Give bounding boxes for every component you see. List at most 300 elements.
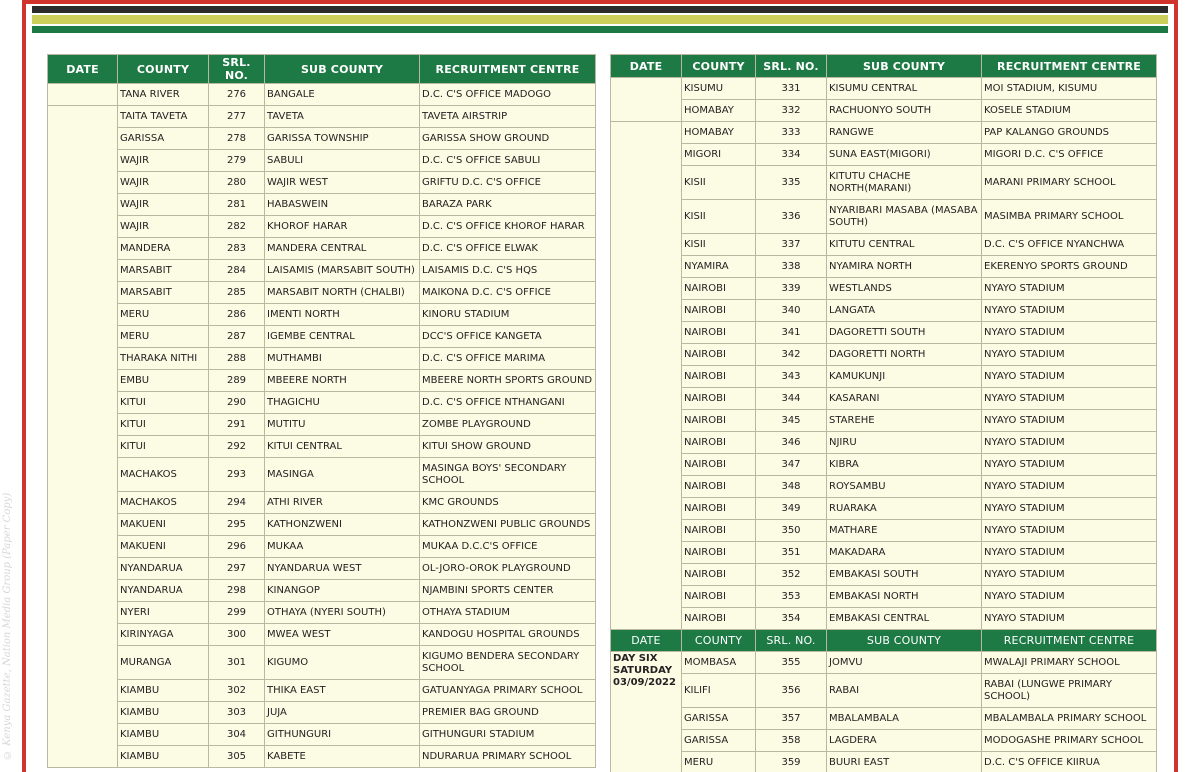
county-cell: NAIROBI [682, 322, 756, 344]
table-row [611, 730, 1157, 752]
recruitment-centre-cell: TAVETA AIRSTRIP [420, 106, 596, 128]
county-cell: TAITA TAVETA [118, 106, 209, 128]
table-header-row [611, 55, 1157, 78]
table-row [48, 536, 596, 558]
sub-county-cell: MASINGA [265, 458, 420, 492]
sub-county-cell: RABAI [827, 674, 982, 708]
recruitment-centre-cell: NYAYO STADIUM [982, 278, 1157, 300]
sub-county-cell: RACHUONYO SOUTH [827, 100, 982, 122]
sub-county-cell: MAKADARA [827, 542, 982, 564]
recruitment-centre-cell: LAISAMIS D.C. C'S HQS [420, 260, 596, 282]
red-border-top [22, 0, 1178, 4]
srl-no-cell: 280 [209, 172, 265, 194]
recruitment-centre-cell: MASINGA BOYS' SECONDARY SCHOOL [420, 458, 596, 492]
table-row [611, 256, 1157, 278]
srl-no-cell: 303 [209, 702, 265, 724]
table-row [611, 234, 1157, 256]
recruitment-centre-cell: OL-JORO-OROK PLAYGROUND [420, 558, 596, 580]
county-cell: MARSABIT [118, 260, 209, 282]
county-cell: KITUI [118, 392, 209, 414]
county-cell: KITUI [118, 436, 209, 458]
sub-county-cell: RUARAKA [827, 498, 982, 520]
sub-county-cell: DAGORETTI NORTH [827, 344, 982, 366]
county-cell: KISII [682, 234, 756, 256]
table-row [611, 652, 1157, 674]
table-row [48, 216, 596, 238]
county-cell: MIGORI [682, 144, 756, 166]
county-cell: KILIFI [682, 674, 756, 708]
recruitment-centre-cell: MIGORI D.C. C'S OFFICE [982, 144, 1157, 166]
srl-no-cell: 343 [756, 366, 827, 388]
recruitment-centre-cell: D.C. C'S OFFICE KIIRUA [982, 752, 1157, 772]
county-cell: NAIROBI [682, 278, 756, 300]
table-row [611, 366, 1157, 388]
county-cell: GARISSA [118, 128, 209, 150]
recruitment-centre-cell: D.C. C'S OFFICE MADOGO [420, 84, 596, 106]
sub-county-cell: MBALAMBALA [827, 708, 982, 730]
srl-no-cell: 359 [756, 752, 827, 772]
table-row [611, 708, 1157, 730]
date-cell [611, 122, 682, 630]
sub-county-cell: ATHI RIVER [265, 492, 420, 514]
recruitment-centre-cell: BARAZA PARK [420, 194, 596, 216]
sub-county-cell: EMBAKASI CENTRAL [827, 608, 982, 630]
sub-county-cell: THIKA EAST [265, 680, 420, 702]
table-row [48, 492, 596, 514]
table-row [611, 300, 1157, 322]
county-cell: HOMABAY [682, 122, 756, 144]
recruitment-centre-cell: ZOMBE PLAYGROUND [420, 414, 596, 436]
srl-no-cell: 300 [209, 624, 265, 646]
srl-no-cell: 341 [756, 322, 827, 344]
header-recruitment-centre: RECRUITMENT CENTRE [982, 55, 1157, 78]
county-cell: NYANDARUA [118, 580, 209, 602]
recruitment-centre-cell: KMC GROUNDS [420, 492, 596, 514]
county-cell: NAIROBI [682, 542, 756, 564]
sub-county-cell: NJIRU [827, 432, 982, 454]
recruitment-centre-cell: OTHAYA STADIUM [420, 602, 596, 624]
recruitment-centre-cell: NYAYO STADIUM [982, 586, 1157, 608]
recruitment-centre-cell: NYAYO STADIUM [982, 432, 1157, 454]
recruitment-centre-cell: MBEERE NORTH SPORTS GROUND [420, 370, 596, 392]
srl-no-cell: 296 [209, 536, 265, 558]
sub-county-cell: GARISSA TOWNSHIP [265, 128, 420, 150]
table-row [48, 624, 596, 646]
county-cell: KISUMU [682, 78, 756, 100]
srl-no-cell: 357 [756, 708, 827, 730]
srl-no-cell: 282 [209, 216, 265, 238]
recruitment-centre-cell: NDURARUA PRIMARY SCHOOL [420, 746, 596, 768]
table-row [611, 564, 1157, 586]
recruitment-table-right [610, 54, 1157, 772]
sub-county-cell: ROYSAMBU [827, 476, 982, 498]
county-cell: MURANGA [118, 646, 209, 680]
srl-no-cell: 335 [756, 166, 827, 200]
header-recruitment-centre: RECRUITMENT CENTRE [420, 55, 596, 84]
table-row [48, 602, 596, 624]
table-row [48, 128, 596, 150]
sub-county-cell: KATHONZWENI [265, 514, 420, 536]
county-cell: WAJIR [118, 216, 209, 238]
header-band-green [32, 26, 1168, 33]
county-cell: KITUI [118, 414, 209, 436]
sub-county-cell: SUNA EAST(MIGORI) [827, 144, 982, 166]
table-row [48, 724, 596, 746]
county-cell: NAIROBI [682, 586, 756, 608]
table-header-row [48, 55, 596, 84]
recruitment-centre-cell: MASIMBA PRIMARY SCHOOL [982, 200, 1157, 234]
table-row [48, 514, 596, 536]
recruitment-centre-cell: NYAYO STADIUM [982, 388, 1157, 410]
srl-no-cell: 298 [209, 580, 265, 602]
county-cell: NAIROBI [682, 388, 756, 410]
table-row [611, 542, 1157, 564]
recruitment-centre-cell: NYAYO STADIUM [982, 476, 1157, 498]
table-row [48, 172, 596, 194]
sub-county-cell: JUJA [265, 702, 420, 724]
date-line: DAY SIX [613, 653, 658, 664]
recruitment-centre-cell: NYAYO STADIUM [982, 564, 1157, 586]
sub-county-cell: MANDERA CENTRAL [265, 238, 420, 260]
table-row [611, 100, 1157, 122]
header-sub-county: SUB COUNTY [827, 55, 982, 78]
table-row [48, 150, 596, 172]
recruitment-centre-cell: GATUANYAGA PRIMARY SCHOOL [420, 680, 596, 702]
recruitment-table-left [47, 54, 596, 768]
recruitment-centre-cell: D.C. C'S OFFICE SABULI [420, 150, 596, 172]
header-county: COUNTY [118, 55, 209, 84]
recruitment-centre-cell: RABAI (LUNGWE PRIMARY SCHOOL) [982, 674, 1157, 708]
recruitment-centre-cell: NYAYO STADIUM [982, 520, 1157, 542]
county-cell: MERU [118, 326, 209, 348]
srl-no-cell: 302 [209, 680, 265, 702]
table-row [611, 674, 1157, 708]
recruitment-centre-cell: KITUI SHOW GROUND [420, 436, 596, 458]
county-cell: NAIROBI [682, 454, 756, 476]
srl-no-cell: 344 [756, 388, 827, 410]
county-cell: KIRINYAGA [118, 624, 209, 646]
table-row [48, 580, 596, 602]
table-row [611, 322, 1157, 344]
sub-county-cell: WAJIR WEST [265, 172, 420, 194]
srl-no-cell: 352 [756, 564, 827, 586]
sub-county-cell: NYAMIRA NORTH [827, 256, 982, 278]
sub-county-cell: MBEERE NORTH [265, 370, 420, 392]
srl-no-cell: 331 [756, 78, 827, 100]
county-cell: WAJIR [118, 150, 209, 172]
sub-county-cell: OTHAYA (NYERI SOUTH) [265, 602, 420, 624]
table-row [48, 746, 596, 768]
srl-no-cell: 293 [209, 458, 265, 492]
county-cell: NAIROBI [682, 608, 756, 630]
sub-county-cell: STAREHE [827, 410, 982, 432]
county-cell: KIAMBU [118, 702, 209, 724]
srl-no-cell: 355 [756, 652, 827, 674]
sub-county-cell: IGEMBE CENTRAL [265, 326, 420, 348]
recruitment-centre-cell: D.C. C'S OFFICE NTHANGANI [420, 392, 596, 414]
sub-county-cell: MWEA WEST [265, 624, 420, 646]
table-row [48, 436, 596, 458]
srl-no-cell: 278 [209, 128, 265, 150]
table-row [611, 498, 1157, 520]
recruitment-centre-cell: MUKAA D.C.C'S OFFICE [420, 536, 596, 558]
recruitment-centre-cell: MODOGASHE PRIMARY SCHOOL [982, 730, 1157, 752]
recruitment-centre-cell: GRIFTU D.C. C'S OFFICE [420, 172, 596, 194]
header-srl-no: SRL. NO. [756, 630, 827, 652]
srl-no-cell: 284 [209, 260, 265, 282]
sub-county-cell: KASARANI [827, 388, 982, 410]
county-cell: MERU [682, 752, 756, 772]
recruitment-centre-cell: PREMIER BAG GROUND [420, 702, 596, 724]
srl-no-cell: 345 [756, 410, 827, 432]
date-cell [48, 106, 118, 768]
recruitment-centre-cell: NYAYO STADIUM [982, 300, 1157, 322]
srl-no-cell: 276 [209, 84, 265, 106]
table-row [48, 282, 596, 304]
sub-county-cell: KAMUKUNJI [827, 366, 982, 388]
sub-county-cell: GITHUNGURI [265, 724, 420, 746]
srl-no-cell: 283 [209, 238, 265, 260]
sub-county-cell: MARSABIT NORTH (CHALBI) [265, 282, 420, 304]
recruitment-centre-cell: KINORU STADIUM [420, 304, 596, 326]
srl-no-cell: 287 [209, 326, 265, 348]
county-cell: GARISSA [682, 730, 756, 752]
header-county: COUNTY [682, 630, 756, 652]
watermark-text: © Kenya Gazette, Nation Media Group (Paper Copy) [2, 492, 13, 760]
red-border-left [22, 0, 26, 772]
county-cell: NAIROBI [682, 344, 756, 366]
table-row [48, 370, 596, 392]
srl-no-cell: 277 [209, 106, 265, 128]
srl-no-cell: 334 [756, 144, 827, 166]
srl-no-cell: 304 [209, 724, 265, 746]
sub-county-cell: BANGALE [265, 84, 420, 106]
table-row [48, 392, 596, 414]
recruitment-centre-cell: KANDOGU HOSPITAL GROUNDS [420, 624, 596, 646]
srl-no-cell: 285 [209, 282, 265, 304]
date-cell-day-six [611, 652, 682, 772]
srl-no-cell: 342 [756, 344, 827, 366]
recruitment-centre-cell: D.C. C'S OFFICE NYANCHWA [982, 234, 1157, 256]
header-srl-no: SRL. NO. [209, 55, 265, 84]
table-row [611, 166, 1157, 200]
table-row [611, 476, 1157, 498]
srl-no-cell: 286 [209, 304, 265, 326]
county-cell: KISII [682, 166, 756, 200]
srl-no-cell: 295 [209, 514, 265, 536]
recruitment-centre-cell: D.C. C'S OFFICE ELWAK [420, 238, 596, 260]
srl-no-cell: 305 [209, 746, 265, 768]
header-date: DATE [611, 630, 682, 652]
county-cell: WAJIR [118, 194, 209, 216]
recruitment-centre-cell: NYAYO STADIUM [982, 322, 1157, 344]
recruitment-centre-cell: KATHONZWENI PUBLIC GROUNDS [420, 514, 596, 536]
srl-no-cell: 338 [756, 256, 827, 278]
srl-no-cell: 291 [209, 414, 265, 436]
header-county: COUNTY [682, 55, 756, 78]
srl-no-cell: 290 [209, 392, 265, 414]
table-row [611, 388, 1157, 410]
srl-no-cell: 358 [756, 730, 827, 752]
recruitment-centre-cell: NYAYO STADIUM [982, 454, 1157, 476]
sub-county-cell: LAISAMIS (MARSABIT SOUTH) [265, 260, 420, 282]
sub-county-cell: NYANDARUA WEST [265, 558, 420, 580]
county-cell: NYERI [118, 602, 209, 624]
srl-no-cell: 333 [756, 122, 827, 144]
sub-county-cell: SABULI [265, 150, 420, 172]
srl-no-cell: 349 [756, 498, 827, 520]
county-cell: EMBU [118, 370, 209, 392]
srl-no-cell: 337 [756, 234, 827, 256]
srl-no-cell: 301 [209, 646, 265, 680]
srl-no-cell: 336 [756, 200, 827, 234]
srl-no-cell: 347 [756, 454, 827, 476]
recruitment-centre-cell: NYAYO STADIUM [982, 608, 1157, 630]
recruitment-centre-cell: NYAYO STADIUM [982, 366, 1157, 388]
recruitment-centre-cell: GARISSA SHOW GROUND [420, 128, 596, 150]
sub-county-cell: THAGICHU [265, 392, 420, 414]
recruitment-centre-cell: MWALAJI PRIMARY SCHOOL [982, 652, 1157, 674]
county-cell: NAIROBI [682, 476, 756, 498]
header-sub-county: SUB COUNTY [265, 55, 420, 84]
sub-county-cell: IMENTI NORTH [265, 304, 420, 326]
date-line: SATURDAY [613, 665, 673, 676]
table-row [48, 84, 596, 106]
sub-county-cell: MUKAA [265, 536, 420, 558]
county-cell: NAIROBI [682, 520, 756, 542]
county-cell: KIAMBU [118, 724, 209, 746]
recruitment-centre-cell: KOSELE STADIUM [982, 100, 1157, 122]
table-row [611, 432, 1157, 454]
date-cell [48, 84, 118, 106]
red-border-right [1174, 0, 1178, 772]
sub-county-cell: NYARIBARI MASABA (MASABA SOUTH) [827, 200, 982, 234]
county-cell: NAIROBI [682, 432, 756, 454]
recruitment-centre-cell: D.C. C'S OFFICE KHOROF HARAR [420, 216, 596, 238]
table-row [611, 608, 1157, 630]
table-row [48, 260, 596, 282]
county-cell: NAIROBI [682, 300, 756, 322]
srl-no-cell: 288 [209, 348, 265, 370]
sub-county-cell: DAGORETTI SOUTH [827, 322, 982, 344]
county-cell: THARAKA NITHI [118, 348, 209, 370]
sub-county-cell: KIBRA [827, 454, 982, 476]
county-cell: NYAMIRA [682, 256, 756, 278]
sub-county-cell: LANGATA [827, 300, 982, 322]
table-row [611, 344, 1157, 366]
county-cell: MACHAKOS [118, 492, 209, 514]
recruitment-centre-cell: GITHUNGURI STADIUM [420, 724, 596, 746]
sub-county-cell: KHOROF HARAR [265, 216, 420, 238]
recruitment-centre-cell: NYAYO STADIUM [982, 498, 1157, 520]
recruitment-centre-cell: DCC'S OFFICE KANGETA [420, 326, 596, 348]
table-row [48, 702, 596, 724]
table-row [48, 194, 596, 216]
county-cell: MARSABIT [118, 282, 209, 304]
sub-county-cell: RANGWE [827, 122, 982, 144]
header-date: DATE [48, 55, 118, 84]
sub-county-cell: JOMVU [827, 652, 982, 674]
table-row [48, 304, 596, 326]
sub-county-cell: HABASWEIN [265, 194, 420, 216]
table-row [48, 414, 596, 436]
county-cell: NAIROBI [682, 498, 756, 520]
srl-no-cell: 332 [756, 100, 827, 122]
srl-no-cell: 353 [756, 586, 827, 608]
sub-county-cell: KITUI CENTRAL [265, 436, 420, 458]
table-row [611, 586, 1157, 608]
sub-county-cell: WESTLANDS [827, 278, 982, 300]
header-band-dark [32, 6, 1168, 13]
recruitment-centre-cell: NYAYO STADIUM [982, 410, 1157, 432]
recruitment-centre-cell: NJAMBINI SPORTS CENTER [420, 580, 596, 602]
table-body-left [48, 84, 596, 768]
table-row [611, 78, 1157, 100]
srl-no-cell: 297 [209, 558, 265, 580]
srl-no-cell: 346 [756, 432, 827, 454]
county-cell: MANDERA [118, 238, 209, 260]
srl-no-cell: 294 [209, 492, 265, 514]
srl-no-cell: 279 [209, 150, 265, 172]
srl-no-cell: 350 [756, 520, 827, 542]
table-row [611, 122, 1157, 144]
table-row [611, 144, 1157, 166]
header-band-yellow [32, 15, 1168, 24]
table-row [48, 326, 596, 348]
srl-no-cell: 340 [756, 300, 827, 322]
table-row [48, 680, 596, 702]
sub-county-cell: EMBAKASI SOUTH [827, 564, 982, 586]
county-cell: KISII [682, 200, 756, 234]
table-row [48, 458, 596, 492]
county-cell: MERU [118, 304, 209, 326]
header-date: DATE [611, 55, 682, 78]
header-srl-no: SRL. NO. [756, 55, 827, 78]
table-row [611, 454, 1157, 476]
county-cell: MOMBASA [682, 652, 756, 674]
table-row [48, 106, 596, 128]
sub-county-cell: KISUMU CENTRAL [827, 78, 982, 100]
table-body-right [611, 78, 1157, 772]
county-cell: NYANDARUA [118, 558, 209, 580]
srl-no-cell: 299 [209, 602, 265, 624]
sub-county-cell: KIGUMO [265, 646, 420, 680]
table-row [48, 558, 596, 580]
recruitment-centre-cell: MOI STADIUM, KISUMU [982, 78, 1157, 100]
table-row [48, 238, 596, 260]
date-line: 03/09/2022 [613, 677, 676, 688]
srl-no-cell: 289 [209, 370, 265, 392]
sub-county-cell: TAVETA [265, 106, 420, 128]
srl-no-cell: 351 [756, 542, 827, 564]
recruitment-centre-cell: MAIKONA D.C. C'S OFFICE [420, 282, 596, 304]
recruitment-centre-cell: NYAYO STADIUM [982, 542, 1157, 564]
recruitment-centre-cell: KIGUMO BENDERA SECONDARY SCHOOL [420, 646, 596, 680]
srl-no-cell: 348 [756, 476, 827, 498]
sub-county-cell: KITUTU CHACHE NORTH(MARANI) [827, 166, 982, 200]
sub-county-cell: MATHARE [827, 520, 982, 542]
county-cell: WAJIR [118, 172, 209, 194]
header-sub-county: SUB COUNTY [827, 630, 982, 652]
recruitment-centre-cell: D.C. C'S OFFICE MARIMA [420, 348, 596, 370]
county-cell: MAKUENI [118, 536, 209, 558]
srl-no-cell: 356 [756, 674, 827, 708]
county-cell: NAIROBI [682, 366, 756, 388]
county-cell: MAKUENI [118, 514, 209, 536]
table-row [611, 200, 1157, 234]
recruitment-centre-cell: MBALAMBALA PRIMARY SCHOOL [982, 708, 1157, 730]
county-cell: HOMABAY [682, 100, 756, 122]
